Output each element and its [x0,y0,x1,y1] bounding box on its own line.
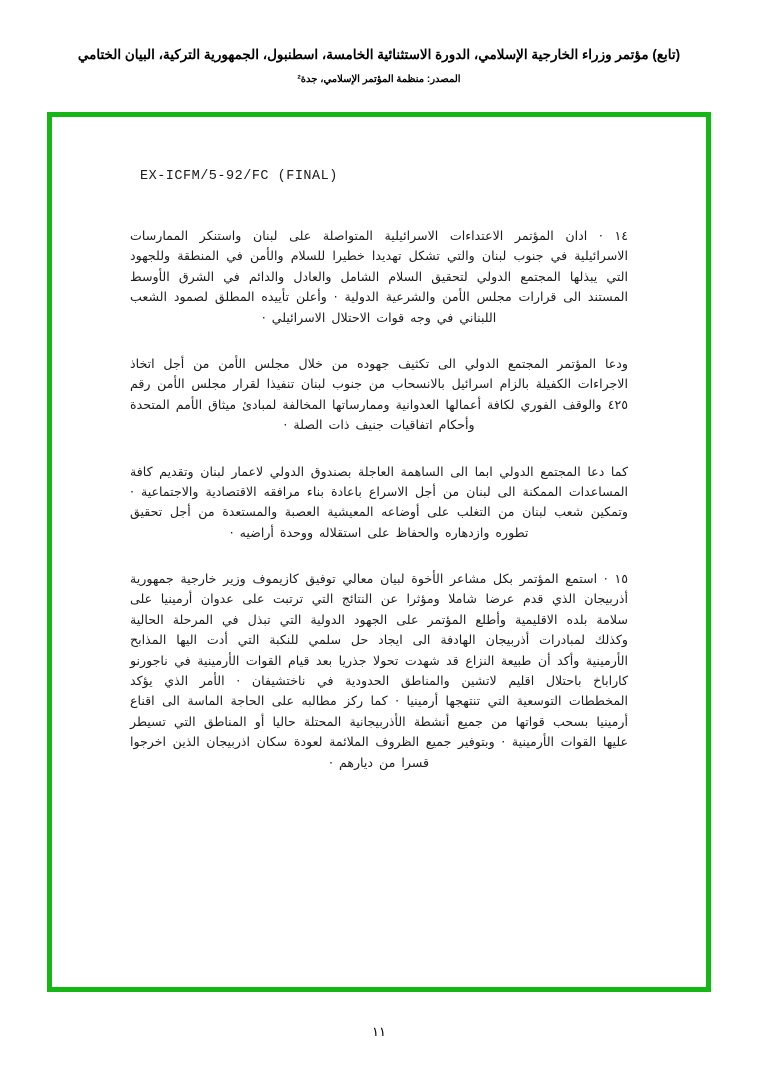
paragraph-14b: ودعا المؤتمر المجتمع الدولي الى تكثيف جهوده من خلال مجلس الأمن من أجل اتخاذ الاجراءات الكفيلة بالزام اسرائيل بالانسحاب من جنوب لبنان تنفيذا لقرار مجلس الأمن رقم ٤٢٥ والوقف الفوري لكافة أعمالها العدوانية وممارساتها المخالفة لمبادئ ميثاق الأمم المتحدة وأحكام اتفاقيات جنيف ذات الصلة · [130,355,628,433]
green-border-frame [47,112,711,992]
paragraph-14c: كما دعا المجتمع الدولي ابما الى الساهمة العاجلة بصندوق الدولي لاعمار لبنان وتقديم كافة المساعدات الممكنة الى لبنان من أجل الاسراع باعادة بناء مرافقه الاقتصادية والاجتماعية · وتمكين شعب لبنان من التغلب على أوضاعه المعيشية العصبة والمستعدة من أجل تحقيق تطوره وازدهاره والحفاظ على استقلاله ووحدة أراضيه · [130,463,628,540]
document-reference: EX-ICFM/5-92/FC (FINAL) [140,169,338,184]
paragraph-15: ١٥ · استمع المؤتمر بكل مشاعر الأخوة لبيان معالي توفيق كازيموف وزير خارجية جمهورية أذربيجان الذي قدم عرضا شاملا ومؤثرا عن النتائج التي ترتبت على عدوان أرمينيا على سلامة بلده الاقليمية وأطلع المؤتمر على الجهود الدولية التي تبذل في المرحلة الحالية وكذلك لمبادرات أذربيجان الهادفة الى ايجاد حل سلمي للنكبة التي أدت اليها المذابح الأرمينية وأكد أن طبيعة النزاع قد شهدت تحولا جذريا بعد قيام القوات الأرمينية في ناجورنو كاراباخ باحتلال اقليم لاتشين والمناطق الحدودية في ناختشيفان · الأمر الذي يؤكد المخططات التوسعية التي تنتهجها أرمينيا · كما ركز مطالبه على الحاجة الماسة الى اقناع أرمينيا بسحب قواتها من جميع أنشطة الأذربيجانية المحتلة حاليا أو المناطق التي تسيطر عليها القوات الأرمينية · وبتوفير جميع الظروف الملائمة لعودة سكان اذربيجان الذين اخرجوا قسرا من ديارهم · [130,571,628,770]
document-header [0,0,758,85]
page-title: (تابع) مؤتمر وزراء الخارجية الإسلامي، الدورة الاستثنائية الخامسة، اسطنبول، الجمهورية التركية، البيان الختامي [77,47,681,62]
paragraph-14: ١٤ · ادان المؤتمر الاعتداءات الاسرائيلية المتواصلة على لبنان واستنكر الممارسات الاسرائيلية في جنوب لبنان والتي تشكل تهديدا خطيرا للسلام والأمن في المنطقة وللجهود التي يبذلها المجتمع الدولي لتحقيق السلام الشامل والعادل والدائم في الشرق الأوسط المستند الى قرارات مجلس الأمن والشرعية الدولية · وأعلن تأييده المطلق لصمود الشعب اللبناني في وجه قوات الاحتلال الاسرائيلي · [130,228,628,325]
document-body [52,117,706,987]
page-number: ١١ [372,1025,386,1040]
source-line: المصدر: منظمة المؤتمر الإسلامي، جدة² [297,73,461,85]
